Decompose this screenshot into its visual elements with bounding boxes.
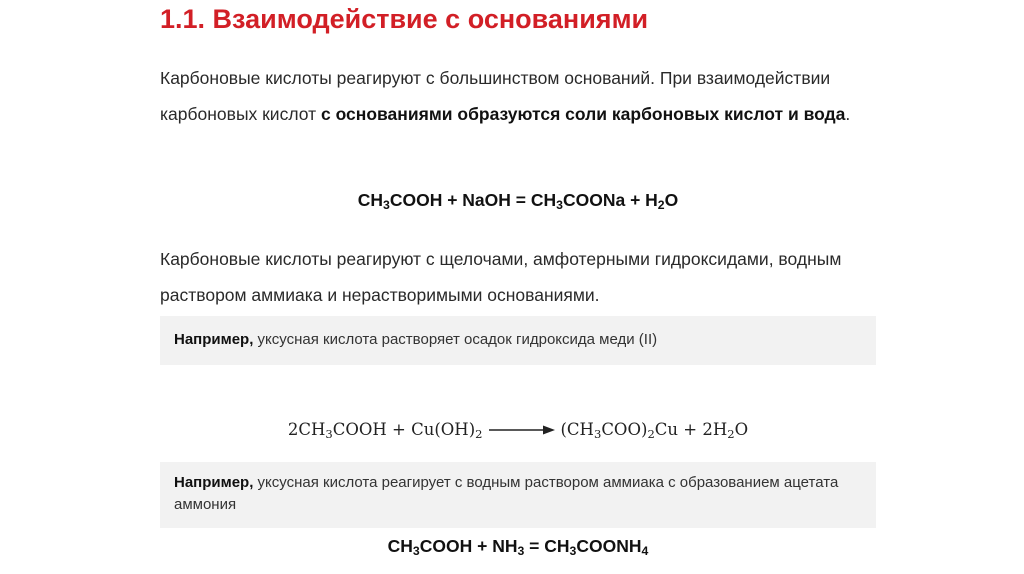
page-title: 1.1. Взаимодействие с основаниями bbox=[160, 4, 649, 34]
eq2-sub: 2 bbox=[727, 427, 735, 441]
equation-naoh bbox=[160, 190, 876, 211]
paragraph-intro-bold: с основаниями образуются соли карбоновых кислот и вода bbox=[320, 104, 846, 124]
eq2-sub: 3 bbox=[325, 427, 333, 441]
eq3-part: COONH bbox=[576, 536, 642, 556]
example-note-copper bbox=[160, 316, 876, 365]
equation-copper-hydroxide bbox=[160, 420, 876, 452]
eq3-part: COOH + NH bbox=[419, 536, 518, 556]
paragraph-intro bbox=[160, 60, 860, 132]
eq1-part: CH bbox=[357, 190, 384, 210]
eq1-part: O bbox=[664, 190, 679, 210]
reaction-arrow-icon bbox=[489, 421, 555, 440]
eq1-sub: 3 bbox=[556, 198, 563, 212]
eq2-sub: 2 bbox=[475, 427, 483, 441]
example-note-ammonia bbox=[160, 462, 876, 528]
eq1-sub: 2 bbox=[657, 198, 665, 212]
eq3-sub: 4 bbox=[641, 544, 649, 558]
eq2-sub: 2 bbox=[647, 427, 655, 441]
paragraph-intro-end: . bbox=[845, 104, 851, 124]
eq3-part: CH bbox=[387, 536, 413, 556]
eq2-part: O bbox=[734, 420, 749, 439]
eq2-part: (CH bbox=[560, 420, 594, 439]
note-text: уксусная кислота растворяет осадок гидроксида меди (II) bbox=[253, 331, 658, 348]
eq2-part: COOH + Cu(OH) bbox=[332, 420, 476, 439]
eq1-sub: 3 bbox=[383, 198, 390, 212]
eq1-part: COONa + H bbox=[562, 190, 658, 210]
note-text: уксусная кислота реагирует с водным раствором аммиака с образованием ацетата аммония bbox=[174, 474, 839, 513]
note-lead: Например, bbox=[174, 474, 254, 491]
eq2-part: COO) bbox=[601, 420, 648, 439]
eq3-sub: 3 bbox=[569, 544, 577, 558]
paragraph-bases: Карбоновые кислоты реагируют с щелочами, амфотерными гидроксидами, водным раствором аммиака и нерастворимыми основаниями. bbox=[160, 249, 842, 305]
eq2-sub: 3 bbox=[593, 427, 602, 441]
eq3-sub: 3 bbox=[517, 544, 525, 558]
paragraph-intro-text: Карбоновые кислоты реагируют с большинством оснований. При взаимодействии карбоновых кислот bbox=[160, 68, 831, 124]
eq2-part: 2CH bbox=[287, 420, 326, 439]
eq1-part: COOH + NaOH = CH bbox=[389, 190, 557, 210]
note-lead: Например, bbox=[174, 331, 254, 348]
eq3-part: = CH bbox=[524, 536, 570, 556]
eq2-part: Cu + 2H bbox=[654, 420, 728, 439]
eq3-sub: 3 bbox=[412, 544, 420, 558]
equation-ammonia bbox=[160, 536, 876, 557]
